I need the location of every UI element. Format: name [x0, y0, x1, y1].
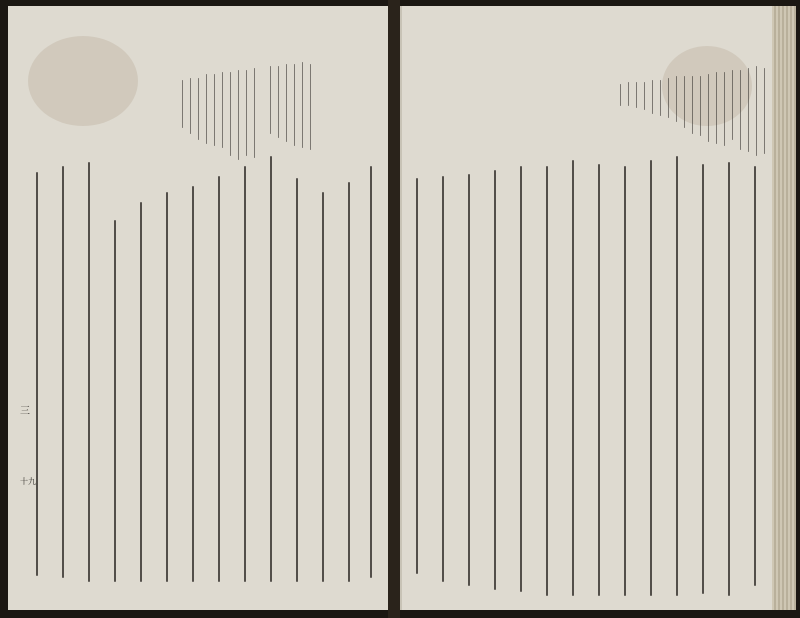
- paper-stain: [28, 36, 138, 126]
- folio-number: 三: [20, 406, 30, 417]
- page-edges: [772, 6, 796, 610]
- folio-number: 十九: [20, 477, 36, 486]
- book-spine: [388, 0, 400, 618]
- left-page: [8, 6, 390, 610]
- right-page: [400, 6, 774, 610]
